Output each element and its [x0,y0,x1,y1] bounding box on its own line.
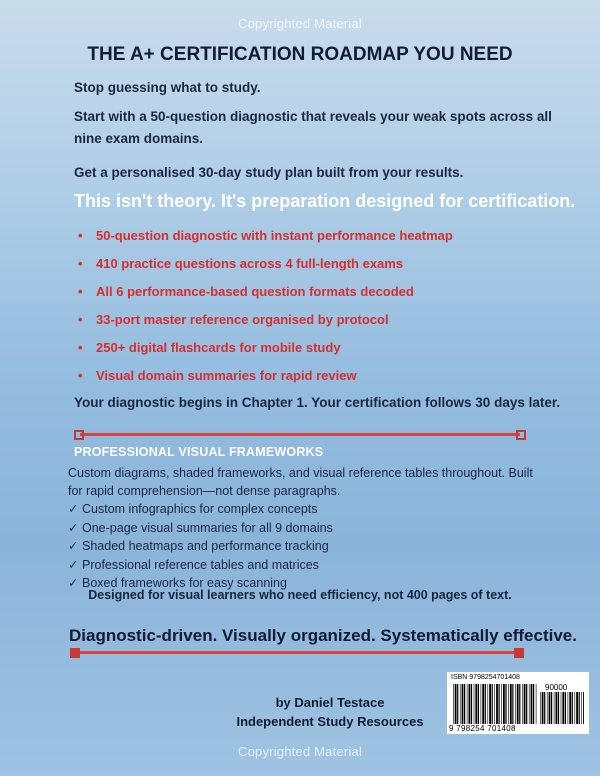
watermark-bottom: Copyrighted Material [238,744,362,759]
divider-square-icon [514,648,524,658]
checkmark-icon: ✓ [68,557,79,572]
check-item: ✓ Custom infographics for complex concepts [68,502,318,516]
intro-line-1: Stop guessing what to study. [74,80,261,95]
checkmark-icon: ✓ [68,576,79,590]
highlight-statement: This isn't theory. It's preparation designed for certification. [74,191,576,211]
barcode-bars-icon [453,684,537,724]
intro-line-2: Start with a 50-question diagnostic that reveals your weak spots across all nine exam domains. [74,109,552,146]
barcode-addon-bars-icon [540,692,584,724]
bullet-dot-icon: • [78,368,83,383]
bullet-dot-icon: • [78,340,83,355]
divider-bottom [70,648,524,658]
divider-square-icon [74,430,84,440]
feature-item: • 50-question diagnostic with instant performance heatmap [78,225,453,253]
publisher-name: Independent Study Resources [236,714,424,729]
watermark-top: Copyrighted Material [238,16,362,31]
section-closing: Designed for visual learners who need efficiency, not 400 pages of text. [88,588,512,602]
ean-digits: 9 798254 701408 [449,724,516,733]
check-item: ✓ Boxed frameworks for easy scanning [68,576,287,590]
feature-item: • 250+ digital flashcards for mobile study [78,337,453,365]
price-code: 90000 [545,683,568,692]
section-description: Custom diagrams, shaded frameworks, and visual reference tables throughout. Built for rapid comprehension—not dense paragraphs. [68,466,533,498]
feature-item: • All 6 performance-based question formats decoded [78,281,453,309]
check-list [68,500,333,593]
check-item: ✓ Professional reference tables and matrices [68,557,319,572]
author-byline: by Daniel Testace [275,695,385,710]
feature-item: • 33-port master reference organised by protocol [78,309,453,337]
divider-square-icon [516,430,526,440]
page-title: THE A+ CERTIFICATION ROADMAP YOU NEED [87,44,513,65]
divider-square-icon [70,648,80,658]
divider-top [74,430,526,440]
bullet-dot-icon: • [78,256,83,271]
checkmark-icon: ✓ [68,502,79,516]
check-item: ✓ Shaded heatmaps and performance tracking [68,539,329,553]
feature-item: • Visual domain summaries for rapid review [78,365,453,393]
feature-item: • 410 practice questions across 4 full-length exams [78,253,453,281]
barcode [447,672,589,734]
bullet-dot-icon: • [78,284,83,299]
tagline: Diagnostic-driven. Visually organized. Systematically effective. [69,626,577,645]
bullet-dot-icon: • [78,228,83,243]
intro-line-3: Get a personalised 30-day study plan built from your results. [74,165,464,180]
checkmark-icon: ✓ [68,520,79,535]
bullet-dot-icon: • [78,312,83,327]
check-item: ✓ One-page visual summaries for all 9 domains [68,520,333,535]
feature-list [78,225,453,393]
checkmark-icon: ✓ [68,539,79,553]
isbn-label: ISBN 9798254701408 [451,674,520,681]
section-title: PROFESSIONAL VISUAL FRAMEWORKS [74,445,324,459]
diagnostic-line: Your diagnostic begins in Chapter 1. Your certification follows 30 days later. [74,395,561,410]
